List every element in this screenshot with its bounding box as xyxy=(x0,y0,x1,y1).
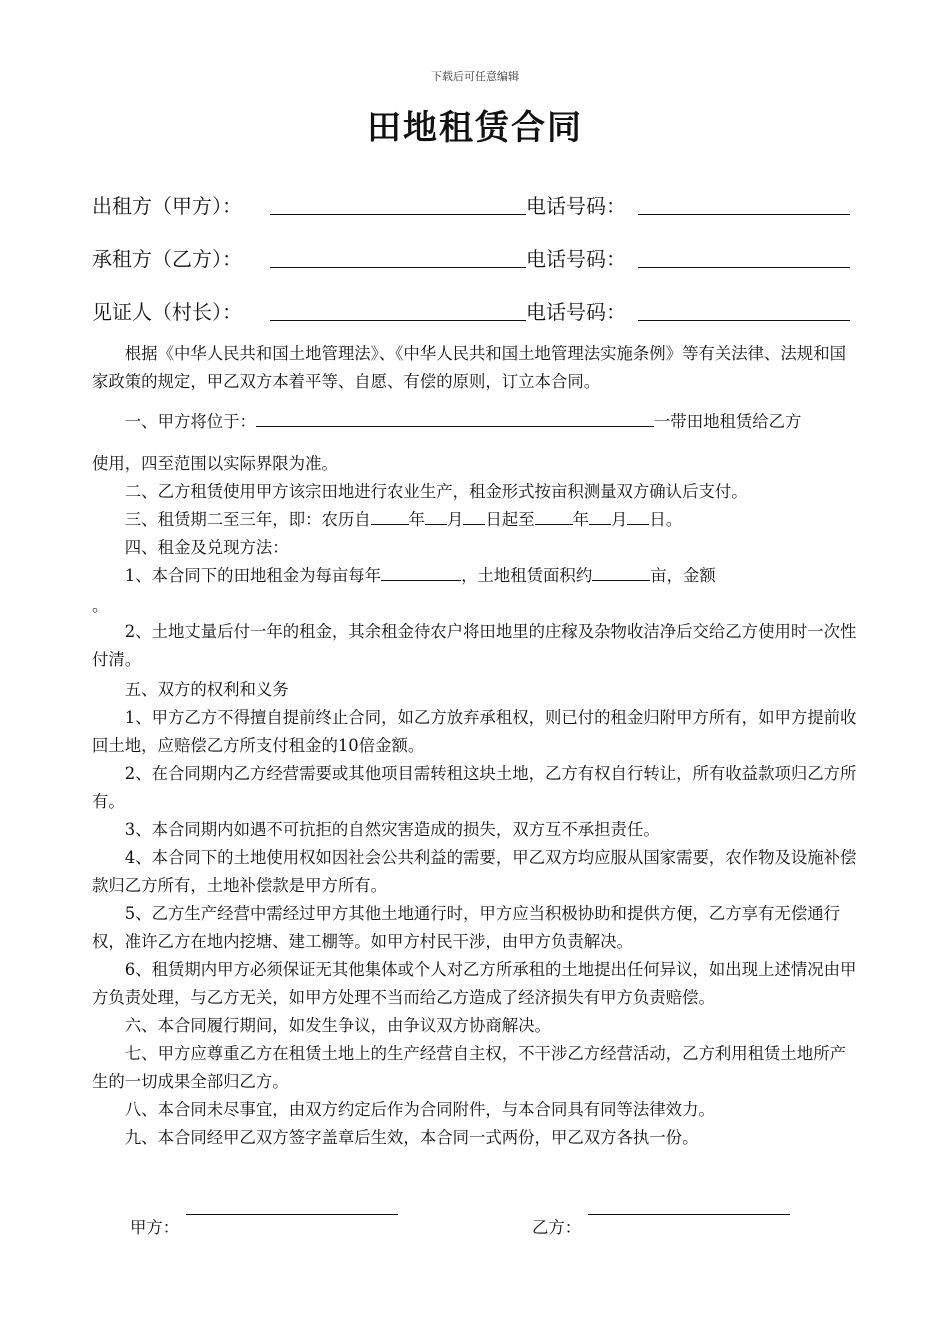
clause-4-item-1-end xyxy=(92,592,862,620)
area-blank[interactable] xyxy=(592,562,650,581)
lessee-row xyxy=(92,243,862,275)
clause-4-item-1 xyxy=(92,562,862,590)
lessee-phone-label: 电话号码： xyxy=(526,247,626,271)
lessee-phone-blank[interactable] xyxy=(638,267,850,268)
end-month-blank[interactable] xyxy=(589,506,611,525)
clause-4-item-1-period: 。 xyxy=(92,596,109,615)
start-month-blank[interactable] xyxy=(425,506,447,525)
clause-3-day2: 日。 xyxy=(649,510,683,529)
clause-4 xyxy=(92,534,862,562)
clause-5-item-2: 2、在合同期内乙方经营需要或其他项目需转租这块土地，乙方有权自行转让，所有收益款项归乙方所有。 xyxy=(92,764,857,811)
clause-5-item-5: 5、乙方生产经营中需经过甲方其他土地通行时，甲方应当积极协助和提供方便，乙方享有无偿通行权，准许乙方在地内挖塘、建工棚等。如甲方村民干涉，由甲方负责解决。 xyxy=(92,904,841,951)
clause-3 xyxy=(92,506,862,534)
clause-4-item-2-text: 2、土地丈量后付一年的租金，其余租金待农户将田地里的庄稼及杂物收洁净后交给乙方使用时一次性付清。 xyxy=(92,622,857,669)
clause-7-text: 七、甲方应尊重乙方在租赁土地上的生产经营自主权，不干涉乙方经营活动，乙方利用租赁土地所产生的一切成果全部归乙方。 xyxy=(92,1044,846,1091)
clause-3-year1: 年 xyxy=(408,510,426,529)
clause-5-item-6: 6、租赁期内甲方必须保证无其他集体或个人对乙方所承租的土地提出任何异议，如出现上述情况由甲方负责处理，与乙方无关，如甲方处理不当而给乙方造成了经济损失有甲方负责赔偿。 xyxy=(92,960,857,1007)
clause-1 xyxy=(92,408,862,436)
clause-1-line xyxy=(92,408,862,436)
location-blank[interactable] xyxy=(256,408,654,427)
page-title: 田地租赁合同 xyxy=(367,108,583,148)
editable-note: 下载后可任意编辑 xyxy=(431,70,519,83)
clause-4-item-2 xyxy=(92,618,862,674)
clause-8-text: 八、本合同未尽事宜，由双方约定后作为合同附件，与本合同具有同等法律效力。 xyxy=(124,1100,715,1119)
start-year-blank[interactable] xyxy=(371,506,409,525)
witness-name-blank[interactable] xyxy=(270,320,526,321)
party-a-sign-blank[interactable] xyxy=(186,1214,398,1215)
start-day-blank[interactable] xyxy=(463,506,485,525)
clause-2-text: 二、乙方租赁使用甲方该宗田地进行农业生产，租金形式按亩积测量双方确认后支付。 xyxy=(124,482,748,501)
rent-area-lead: ，土地租赁面积约 xyxy=(461,566,593,585)
clause-3-line xyxy=(92,506,862,534)
intro-paragraph: 根据《中华人民共和国土地管理法》、《中华人民共和国土地管理法实施条例》等有关法律、法规和国家政策的规定，甲乙双方本着平等、自愿、有偿的原则，订立本合同。 xyxy=(92,344,846,391)
lessee-label: 承租方（乙方）： xyxy=(92,247,242,271)
clause-3-day1: 日起至 xyxy=(485,510,535,529)
clause-3-month1: 月 xyxy=(447,510,464,529)
lessor-phone-label: 电话号码： xyxy=(526,194,626,218)
clause-1-continuation: 使用，四至范围以实际界限为准。 xyxy=(92,454,338,473)
lessee-name-blank[interactable] xyxy=(270,267,526,268)
clause-1-suffix: 一带田地租赁给乙方 xyxy=(653,412,802,431)
clause-5 xyxy=(92,676,862,1152)
lessor-label: 出租方（甲方）： xyxy=(92,194,242,218)
party-b-sign-label: 乙方： xyxy=(532,1218,582,1237)
clause-1-cont xyxy=(92,450,862,478)
clause-5-item-1: 1、甲方乙方不得擅自提前终止合同，如乙方放弃承租权，则已付的租金归附甲方所有，如甲方提前收回土地，应赔偿乙方所支付租金的10倍金额。 xyxy=(92,708,857,755)
rent-per-mu-blank[interactable] xyxy=(381,562,461,581)
party-b-sign-blank[interactable] xyxy=(588,1214,790,1215)
rent-amount-lead: 亩，金额 xyxy=(650,566,716,585)
clause-4-item-1-line xyxy=(92,562,862,590)
lessor-row xyxy=(92,190,862,222)
lessor-name-blank[interactable] xyxy=(270,214,526,215)
rent-lead: 1、本合同下的田地租金为每亩每年 xyxy=(124,566,382,585)
clause-3-year2: 年 xyxy=(572,510,589,529)
signature-row xyxy=(130,1214,830,1244)
intro-block xyxy=(92,340,862,396)
witness-phone-blank[interactable] xyxy=(638,320,850,321)
witness-row xyxy=(92,296,862,328)
clause-2 xyxy=(92,478,862,506)
party-a-sign-label: 甲方： xyxy=(130,1218,180,1237)
lessor-phone-blank[interactable] xyxy=(638,214,850,215)
witness-label: 见证人（村长）： xyxy=(92,300,242,324)
clause-4-heading: 四、租金及兑现方法： xyxy=(124,538,289,557)
clause-5-heading: 五、双方的权利和义务 xyxy=(124,680,289,699)
clause-9-text: 九、本合同经甲乙双方签字盖章后生效，本合同一式两份，甲乙双方各执一份。 xyxy=(124,1128,699,1147)
clause-6-text: 六、本合同履行期间，如发生争议，由争议双方协商解决。 xyxy=(124,1016,551,1035)
clause-5-item-4: 4、本合同下的土地使用权如因社会公共利益的需要，甲乙双方均应服从国家需要，农作物及设施补偿款归乙方所有，土地补偿款是甲方所有。 xyxy=(92,848,857,895)
clause-5-item-3: 3、本合同期内如遇不可抗拒的自然灾害造成的损失，双方互不承担责任。 xyxy=(124,820,660,839)
clause-1-prefix: 一、甲方将位于： xyxy=(124,412,256,431)
clause-3-lead: 三、租赁期二至三年，即：农历自 xyxy=(124,510,371,529)
end-year-blank[interactable] xyxy=(535,506,573,525)
witness-phone-label: 电话号码： xyxy=(526,300,626,324)
clause-3-month2: 月 xyxy=(611,510,628,529)
end-day-blank[interactable] xyxy=(627,506,649,525)
